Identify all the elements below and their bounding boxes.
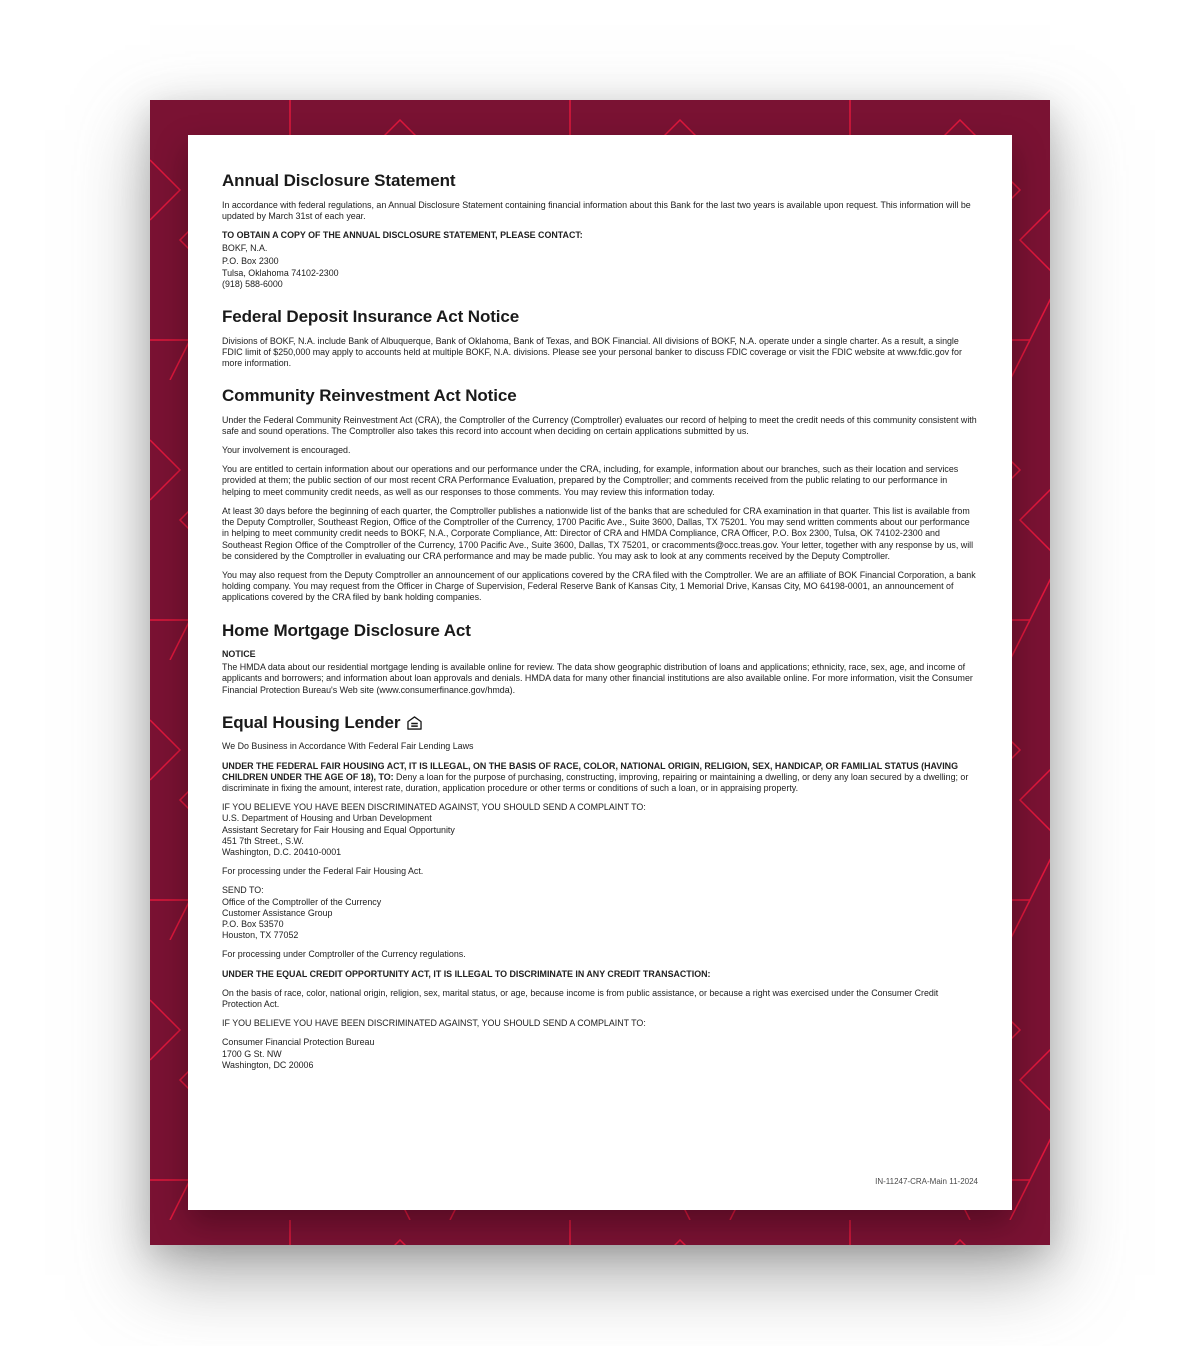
paragraph: In accordance with federal regulations, an Annual Disclosure Statement containing financial information about this Bank for the last two years is available upon request. This information will be updated by March 31st of each year. bbox=[222, 199, 971, 221]
address-block bbox=[222, 802, 978, 858]
paragraph: Your involvement is encouraged. bbox=[222, 445, 351, 456]
section-equal-housing bbox=[222, 713, 978, 1071]
document-page bbox=[188, 135, 1012, 1210]
address-line: Houston, TX 77052 bbox=[222, 930, 299, 941]
lead-continuation: Deny a loan for the purpose of purchasing, constructing, improving, repairing or maintaining a dwelling, or deny any loan secured by a dwelling; or discriminate in fixing the amount, interest rate, duration, application procedure or other terms or conditions of such a loan, or in appraising property. bbox=[222, 771, 969, 794]
address-line: Customer Assistance Group bbox=[222, 907, 333, 918]
address-block bbox=[222, 885, 978, 941]
address-block bbox=[222, 1037, 978, 1071]
paragraph: On the basis of race, color, national origin, religion, sex, marital status, or age, because income is from public assistance, or because a right was exercised under the Consumer Credit Protection Act. bbox=[222, 987, 939, 1010]
section-fdic-notice bbox=[222, 307, 978, 369]
address-line: SEND TO: bbox=[222, 885, 264, 896]
paragraph: You are entitled to certain information about our operations and our performance under the CRA, including, for example, information about our branches, such as their location and services provided at them; the public section of our most recent CRA Performance Evaluation, prepared by the Comptroller; and comments received from the public relating to our performance in helping to meet community credit needs, as well as our responses to those comments. You may review this information today. bbox=[222, 464, 959, 497]
address-line: P.O. Box 53570 bbox=[222, 919, 284, 930]
address-line: Consumer Financial Protection Bureau bbox=[222, 1037, 375, 1048]
paragraph: You may also request from the Deputy Comptroller an announcement of our applications covered by the CRA filed with the Comptroller. We are an affiliate of BOK Financial Corporation, a bank holding company. You may request from the Officer in Charge of Supervision, Federal Reserve Bank of Kansas City, 1 Memorial Drive, Kansas City, MO 64198-0001, an announcement of applications covered by the CRA filed by bank holding companies. bbox=[222, 569, 976, 603]
paragraph: For processing under Comptroller of the Currency regulations. bbox=[222, 949, 466, 960]
section-heading-text: Community Reinvestment Act Notice bbox=[222, 386, 517, 406]
paragraph: BOKF, N.A. bbox=[222, 243, 268, 254]
bold-lead: UNDER THE FEDERAL FAIR HOUSING ACT, IT IS ILLEGAL, ON THE BASIS OF RACE, COLOR, NATIONAL ORIGIN, RELIGION, SEX, HANDICAP, OR FAMILIAL STATUS (HAVING CHILDREN UNDER THE AGE OF 18), TO: bbox=[222, 760, 958, 782]
document-content bbox=[222, 171, 978, 1071]
paragraph: For processing under the Federal Fair Housing Act. bbox=[222, 866, 424, 877]
section-heading-text: Home Mortgage Disclosure Act bbox=[222, 620, 471, 640]
paragraph: We Do Business in Accordance With Federal Fair Lending Laws bbox=[222, 741, 474, 752]
address-line: IF YOU BELIEVE YOU HAVE BEEN DISCRIMINATED AGAINST, YOU SHOULD SEND A COMPLAINT TO: bbox=[222, 802, 646, 813]
section-heading bbox=[222, 386, 978, 406]
bold-label: TO OBTAIN A COPY OF THE ANNUAL DISCLOSURE STATEMENT, PLEASE CONTACT: bbox=[222, 229, 583, 240]
form-number: IN-11247-CRA-Main 11-2024 bbox=[875, 1177, 978, 1186]
section-heading bbox=[222, 621, 978, 641]
address-line: Washington, DC 20006 bbox=[222, 1059, 314, 1070]
section-heading bbox=[222, 307, 978, 327]
paragraph: At least 30 days before the beginning of each quarter, the Comptroller publishes a nationwide list of the banks that are scheduled for CRA examination in that quarter. This list is available from the Deputy Comptroller, Southeast Region, Office of the Comptroller of the Currency, 1700 Pacific Ave., Suite 3600, Dallas, TX 75201. You may send written comments about our performance in helping to meet community credit needs to BOKF, N.A., Corporate Compliance, Att: Director of CRA and HMDA Compliance, CRA Officer, P.O. Box 2300, Tulsa, OK 74102-2300 and Southeast Region Office of the Comptroller of the Currency, 1700 Pacific Ave., Suite 3600, Dallas, TX 75201, or cracomments@occ.treas.gov. Your letter, together with any response by us, will be considered by the Comptroller in evaluating our CRA performance and may be made public. You may ask to look at any comments received by the Deputy Comptroller. bbox=[222, 505, 974, 561]
paragraph-with-bold-lead bbox=[222, 761, 978, 795]
bold-label: UNDER THE EQUAL CREDIT OPPORTUNITY ACT, IT IS ILLEGAL TO DISCRIMINATE IN ANY CREDIT TRANSACTION: bbox=[222, 968, 711, 979]
section-heading bbox=[222, 171, 978, 191]
section-heading-text: Annual Disclosure Statement bbox=[222, 171, 456, 190]
address-line: Office of the Comptroller of the Currency bbox=[222, 896, 382, 907]
section-heading-text: Federal Deposit Insurance Act Notice bbox=[222, 306, 520, 326]
section-hmda bbox=[222, 621, 978, 696]
paragraph: IF YOU BELIEVE YOU HAVE BEEN DISCRIMINATED AGAINST, YOU SHOULD SEND A COMPLAINT TO: bbox=[222, 1018, 646, 1029]
address-line: 451 7th Street., S.W. bbox=[222, 835, 304, 846]
paragraph: The HMDA data about our residential mortgage lending is available online for review. The data show geographic distribution of loans and applications; ethnicity, race, sex, age, and income of applicants and borrowers; and information about loan approvals and denials. HMDA data for many other financial institutions are also available online. For more information, visit the Consumer Financial Protection Bureau's Web site (www.consumerfinance.gov/hmda). bbox=[222, 662, 973, 695]
paragraph: Under the Federal Community Reinvestment Act (CRA), the Comptroller of the Currency (Comptroller) evaluates our record of helping to meet the credit needs of this community consistent with safe and sound operations. The Comptroller also takes this record into account when deciding on certain applications submitted by us. bbox=[222, 414, 977, 436]
equal-housing-lender-icon bbox=[407, 716, 422, 730]
address-line: P.O. Box 2300 bbox=[222, 256, 279, 267]
address-block bbox=[222, 256, 978, 290]
address-line: Washington, D.C. 20410-0001 bbox=[222, 847, 342, 858]
section-annual-disclosure bbox=[222, 171, 978, 290]
section-heading-text: Equal Housing Lender bbox=[222, 712, 401, 732]
paragraph: Divisions of BOKF, N.A. include Bank of Albuquerque, Bank of Oklahoma, Bank of Texas, and BOK Financial. All divisions of BOKF, N.A. operate under a single charter. As a result, a single FDIC limit of $250,000 may apply to accounts held at multiple BOKF, N.A. divisions. Please see your personal banker to discuss FDIC coverage or visit the FDIC website at www.fdic.gov for more information. bbox=[222, 335, 962, 368]
address-line: Tulsa, Oklahoma 74102-2300 bbox=[222, 267, 339, 278]
address-line: U.S. Department of Housing and Urban Development bbox=[222, 813, 432, 824]
section-heading bbox=[222, 713, 978, 733]
address-line: (918) 588-6000 bbox=[222, 278, 283, 289]
bold-label: NOTICE bbox=[222, 649, 256, 660]
section-cra-notice bbox=[222, 386, 978, 603]
address-line: 1700 G St. NW bbox=[222, 1048, 282, 1059]
address-line: Assistant Secretary for Fair Housing and Equal Opportunity bbox=[222, 824, 455, 835]
brand-frame bbox=[150, 100, 1050, 1245]
